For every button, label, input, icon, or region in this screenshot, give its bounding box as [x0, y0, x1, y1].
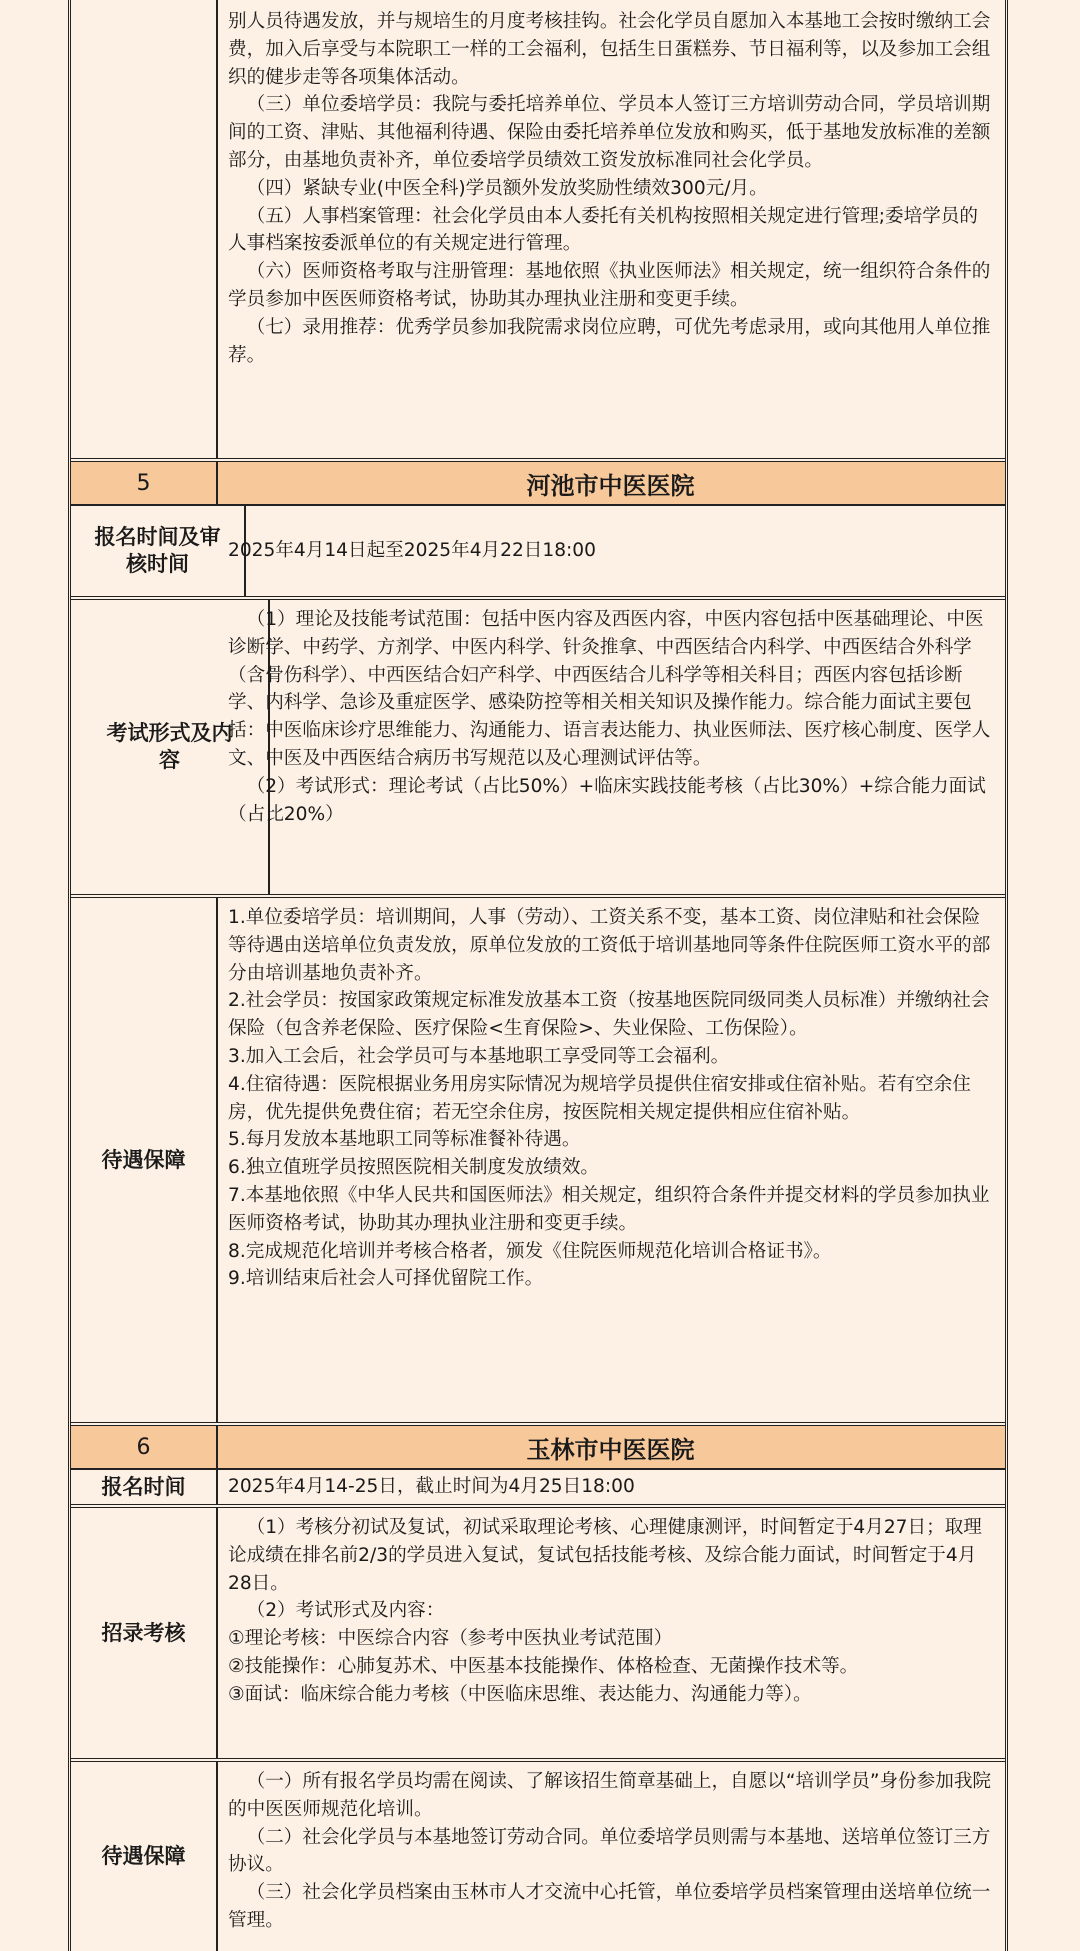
benefit-label: 待遇保障 [71, 898, 218, 1422]
exam-label: 招录考核 [71, 1508, 218, 1758]
hospital-name: 河池市中医医院 [526, 471, 695, 500]
paragraph: 5.每月发放本基地职工同等标准餐补待遇。 [228, 1129, 581, 1151]
paragraph: 4.住宿待遇：医院根据业务用房实际情况为规培学员提供住宿安排或住宿补贴。若有空余住房，优先提供免费住宿；若无空余住房，按医院相关规定提供相应住宿补贴。 [228, 1073, 971, 1123]
paragraph: 别人员待遇发放，并与规培生的月度考核挂钩。社会化学员自愿加入本基地工会按时缴纳工会费，加入后享受与本院职工一样的工会福利，包括生日蛋糕券、节日福利等，以及参加工会组织的健步走等各项集体活动。 [228, 11, 991, 88]
top-continuation-row [71, 0, 1005, 458]
paragraph: （1）理论及技能考试范围：包括中医内容及西医内容，中医内容包括中医基础理论、中医诊断学、中药学、方剂学、中医内科学、针灸推拿、中西医结合内科学、中西医结合外科学（含骨伤科学）、中西医结合妇产科学、中西医结合儿科学等相关科目；西医内容包括诊断学、内科学、急诊及重症医学、感染防控等相关相关知识及操作能力。综合能力面试主要包括：中医临床诊疗思维能力、沟通能力、语言表达能力、执业医师法、医疗核心制度、医学人文、中医及中西医结合病历书写规范以及心理测试评估等。 [228, 609, 991, 769]
paragraph: （2）考试形式及内容： [246, 1600, 445, 1622]
registration-value [216, 506, 1005, 596]
paragraph: 8.完成规范化培训并考核合格者，颁发《住院医师规范化培训合格证书》。 [228, 1240, 832, 1262]
exam-label: 考试形式及内容 [71, 600, 270, 894]
benefit-content [216, 1762, 1005, 1951]
paragraph: （三）单位委培学员：我院与委托培养单位、学员本人签订三方培训劳动合同，学员培训期间的工资、津贴、其他福利待遇、保险由委托培养单位发放和购买，低于基地发放标准的差额部分，由基地负责补齐，单位委培学员绩效工资发放标准同社会化学员。 [228, 94, 991, 171]
empty-label-cell [71, 0, 218, 458]
paragraph: （七）录用推荐：优秀学员参加我院需求岗位应聘，可优先考虑录用，或向其他用人单位推荐。 [228, 316, 991, 366]
registration-time: 2025年4月14日起至2025年4月22日18:00 [228, 540, 596, 562]
exam-content [216, 600, 1005, 894]
registration-label: 报名时间 [71, 1470, 218, 1504]
section6-registration-row [71, 1470, 1005, 1504]
registration-time: 2025年4月14-25日，截止时间为4月25日18:00 [228, 1476, 635, 1498]
paragraph: （1）考核分初试及复试，初试采取理论考核、心理健康测评，时间暂定于4月27日；取理论成绩在排名前2/3的学员进入复试，复试包括技能考核、及综合能力面试，时间暂定于4月28日。 [228, 1517, 982, 1594]
exam-content [216, 1508, 1005, 1758]
paragraph: （二）社会化学员与本基地签订劳动合同。单位委培学员则需与本基地、送培单位签订三方协议。 [228, 1826, 991, 1876]
paragraph: （六）医师资格考取与注册管理：基地依照《执业医师法》相关规定，统一组织符合条件的学员参加中医医师资格考试，协助其办理执业注册和变更手续。 [228, 261, 991, 310]
paragraph: 9.培训结束后社会人可择优留院工作。 [228, 1268, 544, 1290]
document-table [68, 0, 1008, 1951]
section5-header [71, 462, 1005, 504]
benefit-content [216, 898, 1005, 1422]
paragraph: 2.社会学员：按国家政策规定标准发放基本工资（按基地医院同级同类人员标准）并缴纳社会保险（包含养老保险、医疗保险<生育保险>、失业保险、工伤保险）。 [228, 990, 990, 1040]
section6-header [71, 1426, 1005, 1468]
section5-registration-row [71, 506, 1005, 596]
paragraph: 7.本基地依照《中华人民共和国医师法》相关规定，组织符合条件并提交材料的学员参加执业医师资格考试，协助其办理执业注册和变更手续。 [228, 1184, 990, 1234]
paragraph: （2）考试形式：理论考试（占比50%）+临床实践技能考核（占比30%）+综合能力面试（占比20%） [228, 775, 986, 825]
section5-benefit-row [71, 898, 1005, 1422]
paragraph: 6.独立值班学员按照医院相关制度发放绩效。 [228, 1157, 600, 1179]
paragraph: （四）紧缺专业(中医全科)学员额外发放奖励性绩效300元/月。 [246, 177, 768, 199]
registration-label: 报名时间及审核时间 [71, 506, 246, 596]
paragraph: 3.加入工会后，社会学员可与本基地职工享受同等工会福利。 [228, 1045, 730, 1067]
section6-exam-row [71, 1508, 1005, 1758]
section5-exam-row [71, 600, 1005, 894]
paragraph: 1.单位委培学员：培训期间，人事（劳动）、工资关系不变，基本工资、岗位津贴和社会保险等待遇由送培单位负责发放，原单位发放的工资低于培训基地同等条件住院医师工资水平的部分由培训基地负责补齐。 [228, 907, 991, 984]
section6-benefit-row [71, 1762, 1005, 1951]
section-number: 5 [71, 462, 218, 504]
paragraph: ②技能操作：心肺复苏术、中医基本技能操作、体格检查、无菌操作技术等。 [228, 1655, 859, 1677]
paragraph: ①理论考核：中医综合内容（参考中医执业考试范围） [228, 1628, 673, 1650]
benefit-label: 待遇保障 [71, 1762, 218, 1951]
paragraph: ③面试：临床综合能力考核（中医临床思维、表达能力、沟通能力等）。 [228, 1683, 812, 1705]
paragraph: （一）所有报名学员均需在阅读、了解该招生简章基础上，自愿以“培训学员”身份参加我院的中医医师规范化培训。 [228, 1771, 992, 1820]
paragraph: （三）社会化学员档案由玉林市人才交流中心托管，单位委培学员档案管理由送培单位统一管理。 [228, 1882, 991, 1931]
hospital-name: 玉林市中医医院 [526, 1435, 695, 1464]
registration-value [216, 1470, 1005, 1504]
section-number: 6 [71, 1426, 218, 1468]
paragraph: （五）人事档案管理：社会化学员由本人委托有关机构按照相关规定进行管理;委培学员的人事档案按委派单位的有关规定进行管理。 [228, 205, 979, 255]
top-content [216, 0, 1005, 458]
